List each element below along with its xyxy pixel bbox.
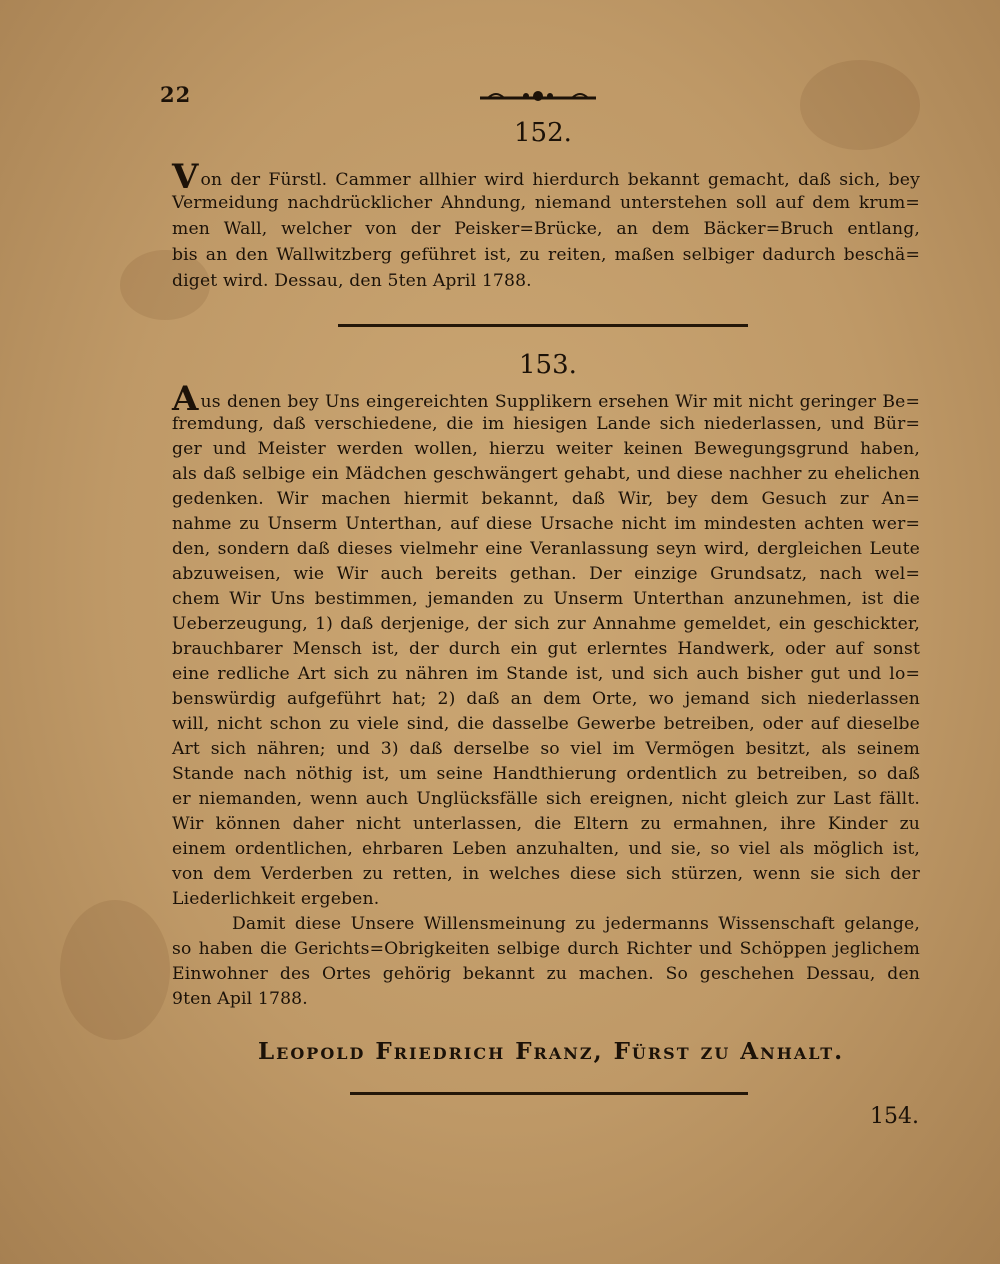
text-line: Liederlichkeit ergeben. <box>172 889 380 909</box>
drop-capital: A <box>172 379 199 419</box>
text-line: als daß selbige ein Mädchen geschwängert gehabt, und diese nachher zu ehelichen <box>172 464 920 484</box>
ornament-divider-icon <box>478 88 598 104</box>
text-line: Stande nach nöthig ist, um seine Handthierung ordentlich zu betreiben, so daß <box>172 764 920 784</box>
text-line: Wir können daher nicht unterlassen, die Eltern zu ermahnen, ihre Kinder zu <box>172 814 920 834</box>
text-line: von dem Verderben zu retten, in welches diese sich stürzen, wenn sie sich der <box>172 864 920 884</box>
drop-capital: V <box>172 157 199 197</box>
text-line: Einwohner des Ortes gehörig bekannt zu machen. So geschehen Dessau, den <box>172 964 920 984</box>
text-line: eine redliche Art sich zu nähren im Stande ist, und sich auch bisher gut und lo= <box>172 664 920 684</box>
catchword-next-section: 154. <box>870 1104 919 1129</box>
section-divider-rule <box>350 1092 748 1095</box>
text-line: bis an den Wallwitzberg geführet ist, zu reiten, maßen selbiger dadurch beschä= <box>172 245 920 265</box>
text-line: fremdung, daß verschiedene, die im hiesigen Lande sich niederlassen, und Bür= <box>172 414 920 434</box>
text-line: Vermeidung nachdrücklicher Ahndung, niemand unterstehen soll auf dem krum= <box>172 193 920 213</box>
paper-stain <box>60 900 170 1040</box>
text-line: abzuweisen, wie Wir auch bereits gethan. Der einzige Grundsatz, nach wel= <box>172 564 920 584</box>
text-line: men Wall, welcher von der Peisker=Brücke, an dem Bäcker=Bruch entlang, <box>172 219 920 239</box>
text-line: Ueberzeugung, 1) daß derjenige, der sich zur Annahme gemeldet, ein geschickter, <box>172 614 920 634</box>
section-153-text <box>172 379 920 1036</box>
text-line: benswürdig aufgeführt hat; 2) daß an dem Orte, wo jemand sich niederlassen <box>172 689 920 709</box>
text-line: einem ordentlichen, ehrbaren Leben anzuhalten, und sie, so viel als möglich ist, <box>172 839 920 859</box>
text-line: er niemanden, wenn auch Unglücksfälle sich ereignen, nicht gleich zur Last fällt. <box>172 789 920 809</box>
line-text: us denen bey Uns eingereichten Supplikern ersehen Wir mit nicht geringer Be= <box>200 392 920 412</box>
section-divider-rule <box>338 324 748 327</box>
text-line: gedenken. Wir machen hiermit bekannt, daß Wir, bey dem Gesuch zur An= <box>172 489 920 509</box>
text-line: so haben die Gerichts=Obrigkeiten selbige durch Richter und Schöppen jeglichem <box>172 939 920 959</box>
section-number-153: 153. <box>519 350 577 380</box>
page-number: 22 <box>160 82 192 107</box>
text-line: will, nicht schon zu viele sind, die dasselbe Gewerbe betreiben, oder auf dieselbe <box>172 714 920 734</box>
text-line: nahme zu Unserm Unterthan, auf diese Ursache nicht im mindesten achten wer= <box>172 514 920 534</box>
text-line <box>172 157 920 197</box>
text-line: diget wird. Dessau, den 5ten April 1788. <box>172 271 532 291</box>
text-line: ger und Meister werden wollen, hierzu weiter keinen Bewegungsgrund haben, <box>172 439 920 459</box>
section-number-152: 152. <box>514 118 572 148</box>
text-line: Damit diese Unsere Willensmeinung zu jedermanns Wissenschaft gelange, <box>232 914 920 934</box>
text-line: chem Wir Uns bestimmen, jemanden zu Unserm Unterthan anzunehmen, ist die <box>172 589 920 609</box>
text-line: den, sondern daß dieses vielmehr eine Veranlassung seyn wird, dergleichen Leute <box>172 539 920 559</box>
section-152-text <box>172 157 920 304</box>
signature-line: Leopold Friedrich Franz, Fürst zu Anhalt. <box>258 1038 845 1065</box>
line-text: on der Fürstl. Cammer allhier wird hierdurch bekannt gemacht, daß sich, bey <box>200 170 920 190</box>
text-line: Art sich nähren; und 3) daß derselbe so viel im Vermögen besitzt, als seinem <box>172 739 920 759</box>
text-line: 9ten Apil 1788. <box>172 989 308 1009</box>
text-line: brauchbarer Mensch ist, der durch ein gut erlerntes Handwerk, oder auf sonst <box>172 639 920 659</box>
paper-stain <box>800 60 920 150</box>
